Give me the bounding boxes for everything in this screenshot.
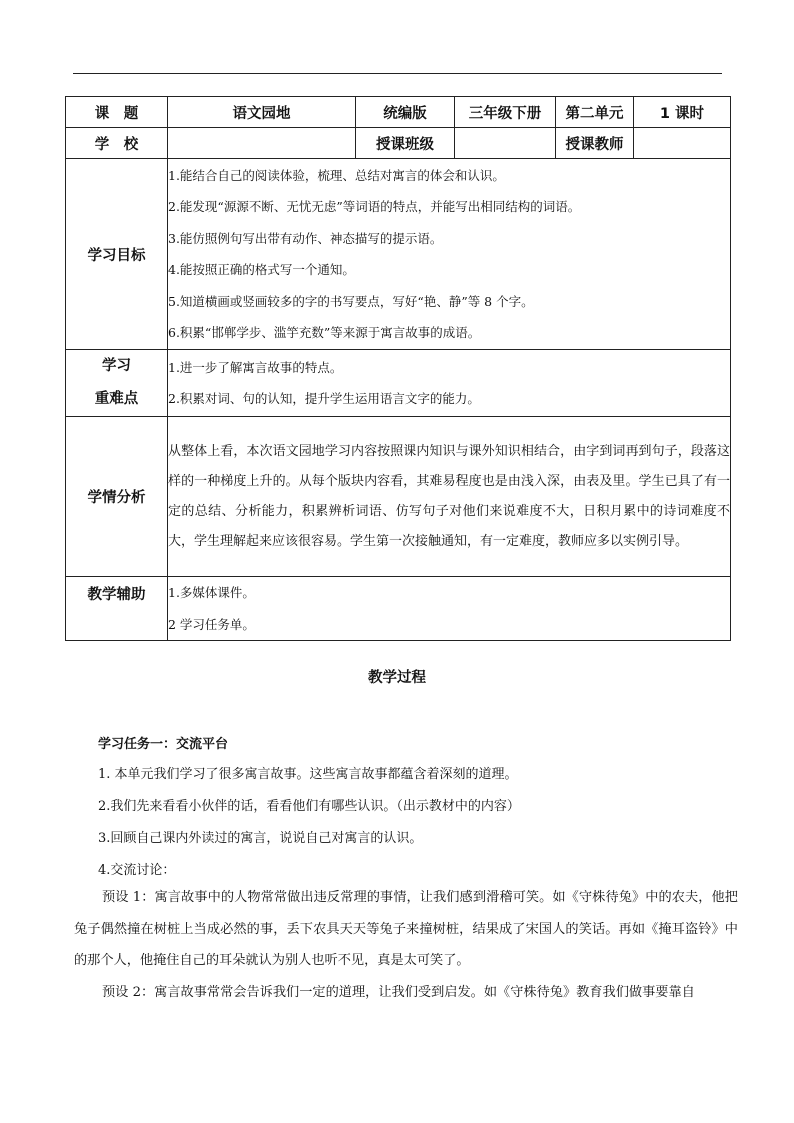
difficulties-label-line1: 学习	[102, 358, 131, 374]
objective-item: 6.积累“邯郸学步、滥竽充数”等来源于寓言故事的成语。	[168, 325, 481, 340]
objective-item: 3.能仿照例句写出带有动作、神态描写的提示语。	[168, 230, 443, 246]
process-step: 1. 本单元我们学习了很多寓言故事。这些寓言故事都蕴含着深刻的道理。	[98, 767, 518, 782]
difficulties-label-line2: 重难点	[94, 391, 139, 407]
header-row-2	[66, 128, 731, 159]
process-step: 4.交流讨论：	[98, 863, 176, 878]
header-rule	[73, 73, 722, 74]
class-value	[455, 128, 556, 159]
aids-list	[168, 577, 731, 641]
preset-2: 预设 2：寓言故事常常会告诉我们一定的道理，让我们受到启发。如《守株待兔》教育我们做事要靠自	[102, 985, 695, 1000]
objective-item: 4.能按照正确的格式写一个通知。	[168, 262, 355, 277]
school-value	[168, 128, 356, 159]
analysis-text: 从整体上看，本次语文园地学习内容按照课内知识与课外知识相结合，由字到词再到句子，段落这样的一种梯度上升的。从每个版块内容看，其难易程度也是由浅入深，由表及里。学生已具了有一定的总结、分析能力，积累辨析词语、仿写句子对他们来说难度不大，日积月累中的诗词难度不大，学生理解起来应该很容易。学生第一次接触通知，有一定难度，教师应多以实例引导。	[168, 417, 731, 577]
objective-item: 5.知道横画或竖画较多的字的书写要点，写好“艳、静”等 8 个字。	[168, 293, 534, 309]
difficulties-row	[66, 350, 731, 417]
difficulties-list	[168, 350, 731, 417]
difficulty-item: 2.积累对词、句的认知，提升学生运用语言文字的能力。	[168, 391, 480, 406]
hours-value: 1 课时	[634, 97, 731, 128]
edition-value: 统编版	[356, 97, 455, 128]
process-title: 教学过程	[368, 670, 426, 686]
label-class: 授课班级	[356, 128, 455, 159]
grade-value: 三年级下册	[455, 97, 556, 128]
task-title: 学习任务一：交流平台	[98, 737, 229, 752]
analysis-row	[66, 417, 731, 577]
label-teacher: 授课教师	[556, 128, 634, 159]
label-school: 学 校	[66, 128, 168, 159]
objectives-row	[66, 159, 731, 350]
teacher-value	[634, 128, 731, 159]
lesson-info-table	[65, 96, 731, 641]
label-topic: 课 题	[66, 97, 168, 128]
difficulties-label	[66, 350, 168, 417]
preset-1: 预设 1：寓言故事中的人物常常做出违反常理的事情，让我们感到滑稽可笑。如《守株待兔》中的农夫，他把兔子偶然撞在树桩上当成必然的事，丢下农具天天等兔子来撞树桩，结果成了宋国人的笑话。再如《掩耳盗铃》中的那个人，他掩住自己的耳朵就认为别人也听不见，真是太可笑了。	[74, 890, 738, 968]
aids-row	[66, 577, 731, 641]
objective-item: 1.能结合自己的阅读体验，梳理、总结对寓言的体会和认识。	[168, 167, 505, 183]
analysis-label: 学情分析	[66, 417, 168, 577]
topic-value: 语文园地	[168, 97, 356, 128]
aids-label: 教学辅助	[66, 577, 168, 641]
aid-item: 2 学习任务单。	[168, 616, 255, 632]
header-row-1	[66, 97, 731, 128]
process-step: 3.回顾自己课内外读过的寓言，说说自己对寓言的认识。	[98, 831, 423, 846]
difficulty-item: 1.进一步了解寓言故事的特点。	[168, 359, 343, 375]
objectives-label: 学习目标	[66, 159, 168, 350]
unit-value: 第二单元	[556, 97, 634, 128]
aid-item: 1.多媒体课件。	[168, 585, 255, 600]
objective-item: 2.能发现“源源不断、无忧无虑”等词语的特点，并能写出相同结构的词语。	[168, 199, 581, 214]
process-step: 2.我们先来看看小伙伴的话，看看他们有哪些认识。（出示教材中的内容）	[98, 799, 520, 814]
objectives-list	[168, 159, 731, 350]
